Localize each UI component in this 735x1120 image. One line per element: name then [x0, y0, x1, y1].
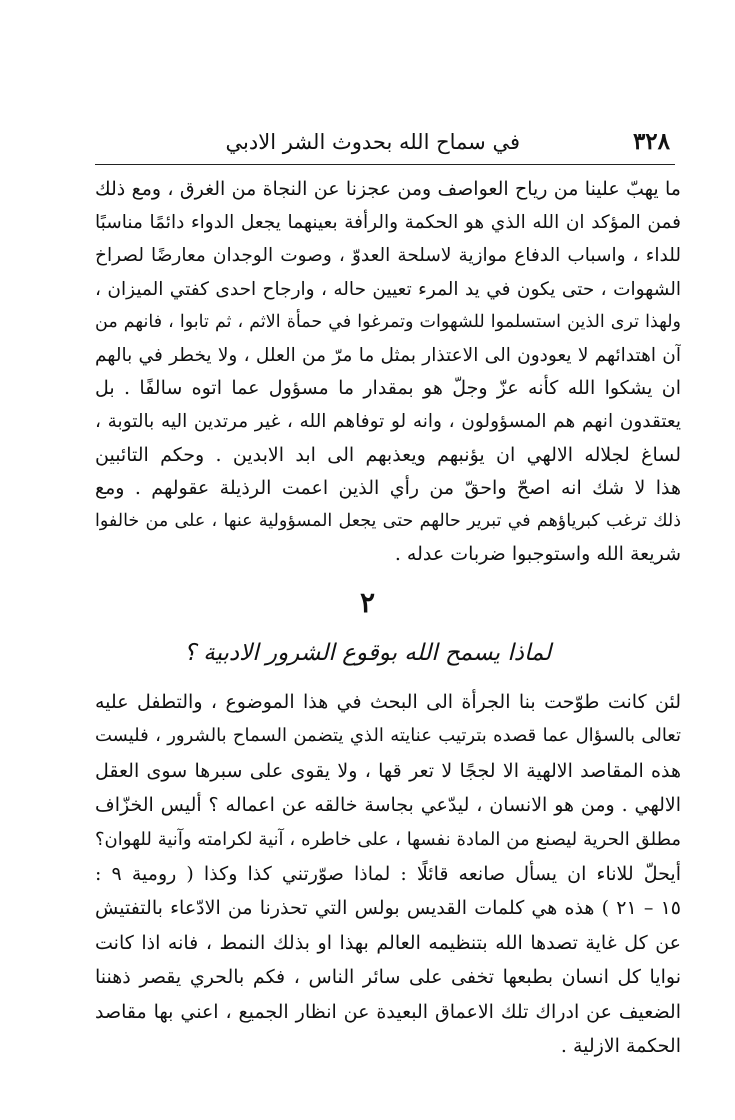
text-line: يعتقدون انهم هم المسؤولون ، وانه لو توفاهم الله ، غير مرتدين اليه بالتوبة ، [95, 411, 681, 433]
text-line: مطلق الحرية ليصنع من المادة نفسها ، على خاطره ، آنية لكرامته وآنية للهوان؟ [95, 828, 681, 850]
section-title: لماذا يسمح الله بوقوع الشرور الادبية ؟ [183, 640, 552, 666]
section-number: ٢ [359, 586, 376, 619]
page-number: ٣٢٨ [632, 128, 670, 155]
text-line: الحكمة الازلية . [560, 1034, 681, 1057]
text-line: هذا لا شك انه اصحّ واحقّ من رأي الذين اعمت الرذيلة عقولهم . ومع [95, 476, 681, 499]
text-line: الالهي . ومن هو الانسان ، ليدّعي بجاسة خالقه عن اعماله ؟ أليس الخزّاف [95, 794, 681, 817]
text-line: ما يهبّ علينا من رياح العواصف ومن عجزنا عن النجاة من الغرق ، ومع ذلك [95, 178, 681, 200]
text-line: لئن كانت طوّحت بنا الجرأة الى البحث في هذا الموضوع ، والتطفل عليه [95, 691, 681, 713]
text-line: آن اهتدائهم لا يعودون الى الاعتذار بمثل ما مرّ من العلل ، ولا يخطر في بالهم [95, 344, 681, 366]
paragraph-continued [95, 173, 681, 571]
text-line: تعالى بالسؤال عما قصده بترتيب عنايته الذي يتضمن السماح بالشرور ، فليست [95, 725, 681, 747]
text-line: لساغ لجلاله الالهي ان يؤنبهم ويعذبهم الى ابد الابدين . وحكم التائبين [95, 443, 681, 466]
text-line: الشهوات ، حتى يكون في يد المرء تعيين حاله ، وارجاح احدى كفتي الميزان ، [95, 278, 681, 300]
page-header [90, 128, 670, 162]
paragraph-new-section [95, 685, 681, 1063]
text-line: ولهذا ترى الذين استسلموا للشهوات وتمرغوا في حمأة الاثم ، ثم تابوا ، فانهم من [95, 311, 681, 332]
running-title: في سماح الله بحدوث الشر الادبي [225, 130, 520, 154]
text-line: شريعة الله واستوجبوا ضربات عدله . [394, 543, 681, 566]
text-line: فمن المؤكد ان الله الذي هو الحكمة والرأفة بعينهما يجعل الدواء دائمًا مناسبًا [95, 212, 681, 234]
text-line: للداء ، واسباب الدفاع موازية لاسلحة العدوّ ، وصوت الوجدان معارضًا لصراخ [95, 245, 681, 267]
text-line: ذلك ترغب كبرياؤهم في تبرير حالهم حتى يجعل المسؤولية عنها ، على من خالفوا [95, 510, 681, 531]
text-line: ١٥ – ٢١ ) هذه هي كلمات القديس بولس التي تحذرنا من الادّعاء بالتفتيش [95, 897, 681, 920]
text-line: عن كل غاية تصدها الله بتنظيمه العالم بهذا او بذلك النمط ، فانه اذا كانت [95, 931, 681, 954]
text-line: الضعيف عن ادراك تلك الاعماق البعيدة عن انظار الجميع ، اعني بها مقاصد [95, 1000, 681, 1023]
text-line: نوايا كل انسان بطبعها تخفى على سائر الناس ، فكم بالحري يقصر ذهننا [95, 966, 681, 989]
text-line: ان يشكوا الله كأنه عزّ وجلّ هو بمقدار ما مسؤول عما اتوه سالفًا . بل [95, 377, 681, 400]
header-rule [95, 164, 675, 165]
text-line: هذه المقاصد الالهية الا لججًا لا تعر قها ، ولا يقوى على سبرها سوى العقل [95, 759, 681, 782]
text-line: أيحلّ للاناء ان يسأل صانعه قائلًا : لماذا صوّرتني كذا وكذا ( رومية ٩ : [95, 862, 681, 885]
